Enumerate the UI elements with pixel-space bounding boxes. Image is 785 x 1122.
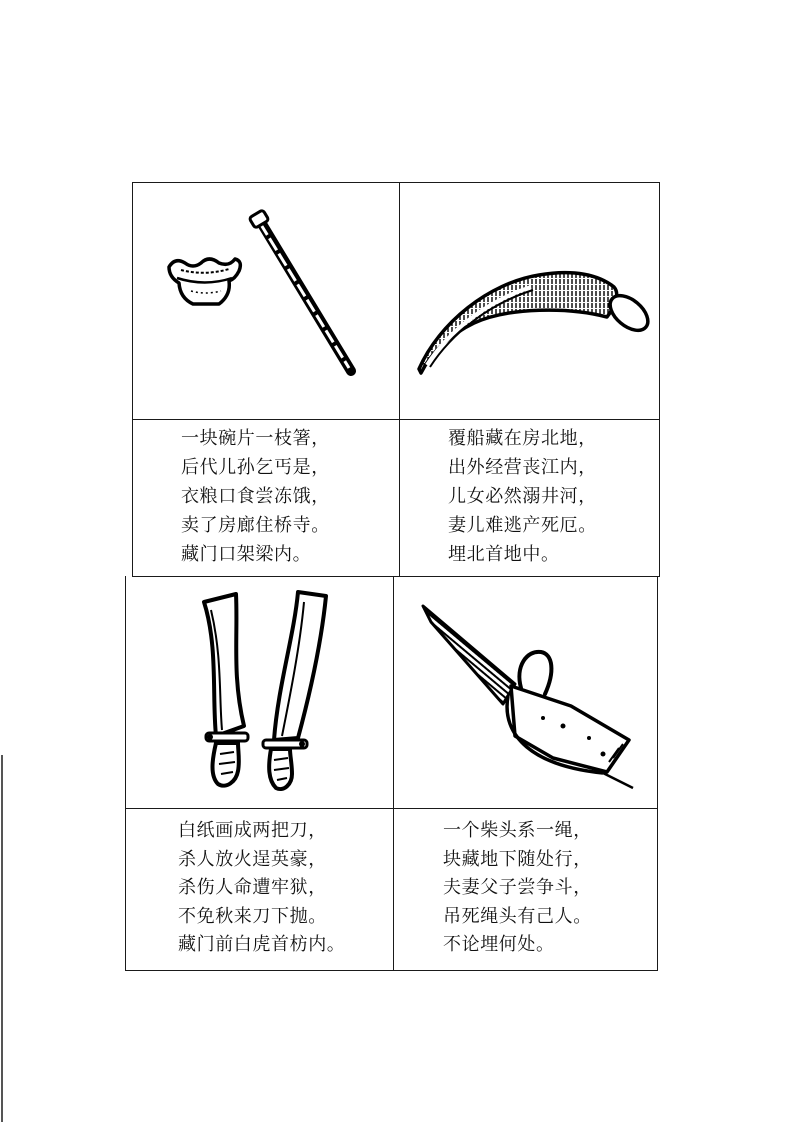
firewood-with-rope-icon	[393, 576, 659, 808]
verse-line: 一块碗片一枝箸，	[181, 428, 330, 449]
verse-line: 衣粮口食尝冻饿，	[181, 486, 330, 507]
verse-line: 块藏地下随处行，	[443, 848, 592, 870]
bowl-and-chopstick-icon	[133, 183, 399, 419]
charm-table-top	[132, 182, 660, 577]
row-divider	[133, 419, 659, 420]
charm-table-bottom	[125, 576, 658, 971]
verse-line: 吊死绳头有己人。	[443, 905, 592, 927]
verse-firewood-with-rope	[443, 817, 592, 960]
row-divider	[126, 808, 657, 809]
verse-line: 一个柴头系一绳，	[443, 820, 592, 841]
verse-line: 覆船藏在房北地，	[448, 428, 597, 449]
bowl-shard-icon	[169, 259, 240, 304]
verse-line: 白纸画成两把刀，	[178, 820, 327, 841]
verse-line: 埋北首地中。	[448, 544, 560, 565]
firewood-icon	[423, 606, 633, 788]
verse-line: 藏门口架梁内。	[181, 544, 312, 565]
verse-bowl-and-chopstick	[181, 424, 330, 569]
verse-two-knives	[178, 817, 345, 960]
verse-capsized-boat	[448, 424, 597, 569]
scan-edge-line	[1, 755, 3, 1122]
verse-line: 不免秋来刀下抛。	[178, 905, 327, 927]
verse-line: 杀人放火逞英豪，	[178, 848, 327, 870]
verse-line: 夫妻父子尝争斗，	[443, 877, 592, 898]
verse-line: 不论埋何处。	[443, 934, 555, 955]
right-knife-icon	[263, 592, 326, 789]
rope-icon	[519, 652, 551, 694]
verse-line: 妻儿难逃产死厄。	[448, 515, 597, 536]
capsized-boat-icon	[399, 183, 661, 419]
verse-line: 出外经营丧江内，	[448, 457, 597, 478]
verse-line: 杀伤人命遭牢狱，	[178, 877, 327, 898]
verse-line: 儿女必然溺井河，	[448, 486, 597, 507]
verse-line: 后代儿孙乞丐是，	[181, 457, 330, 478]
left-knife-icon	[204, 594, 248, 786]
two-knives-icon	[126, 576, 393, 808]
verse-line: 藏门前白虎首枋内。	[178, 934, 346, 955]
chopstick-icon	[249, 210, 351, 371]
verse-line: 卖了房廊住桥寺。	[181, 515, 330, 536]
